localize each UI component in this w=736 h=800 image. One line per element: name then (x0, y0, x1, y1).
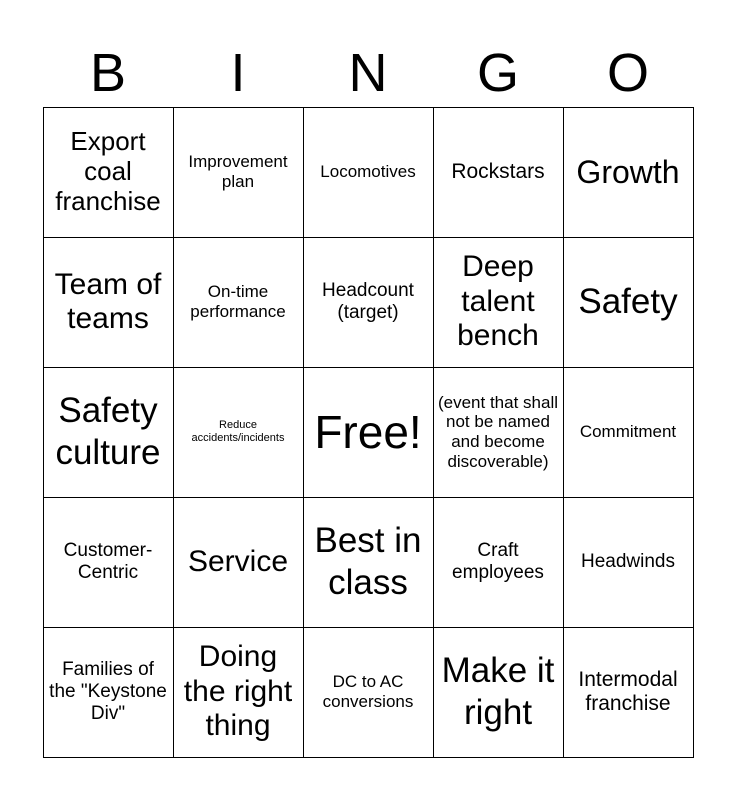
bingo-cell[interactable]: Customer-Centric (43, 497, 174, 628)
header-letter-o: O (606, 43, 649, 103)
bingo-cell[interactable]: Locomotives (303, 107, 434, 238)
bingo-cell[interactable]: Export coal franchise (43, 107, 174, 238)
bingo-cell[interactable]: Headcount (target) (303, 237, 434, 368)
bingo-cell[interactable]: Deep talent bench (433, 237, 564, 368)
bingo-cell[interactable]: Headwinds (563, 497, 694, 628)
bingo-cell[interactable]: Best in class (303, 497, 434, 628)
bingo-cell[interactable]: DC to AC conversions (303, 627, 434, 758)
bingo-cell[interactable]: Improvement plan (173, 107, 304, 238)
header-letter-i: I (230, 43, 246, 103)
header-letter-b: B (89, 43, 127, 103)
bingo-cell[interactable]: On-time performance (173, 237, 304, 368)
bingo-cell[interactable]: Team of teams (43, 237, 174, 368)
bingo-cell[interactable]: Make it right (433, 627, 564, 758)
bingo-cell[interactable]: (event that shall not be named and become discoverable) (433, 367, 564, 498)
bingo-cell[interactable]: Service (173, 497, 304, 628)
bingo-cell[interactable]: Growth (563, 107, 694, 238)
bingo-cell[interactable]: Reduce accidents/incidents (173, 367, 304, 498)
bingo-cell[interactable]: Rockstars (433, 107, 564, 238)
free-space-cell[interactable]: Free! (303, 367, 434, 498)
bingo-cell[interactable]: Safety (563, 237, 694, 368)
bingo-header (43, 42, 693, 104)
header-letter-n: N (348, 43, 388, 103)
bingo-cell[interactable]: Commitment (563, 367, 694, 498)
bingo-cell[interactable]: Families of the "Keystone Div" (43, 627, 174, 758)
bingo-cell[interactable]: Craft employees (433, 497, 564, 628)
bingo-cell[interactable]: Intermodal franchise (563, 627, 694, 758)
bingo-cell[interactable]: Doing the right thing (173, 627, 304, 758)
bingo-cell[interactable]: Safety culture (43, 367, 174, 498)
bingo-board (43, 107, 693, 757)
header-letter-g: G (476, 43, 519, 103)
